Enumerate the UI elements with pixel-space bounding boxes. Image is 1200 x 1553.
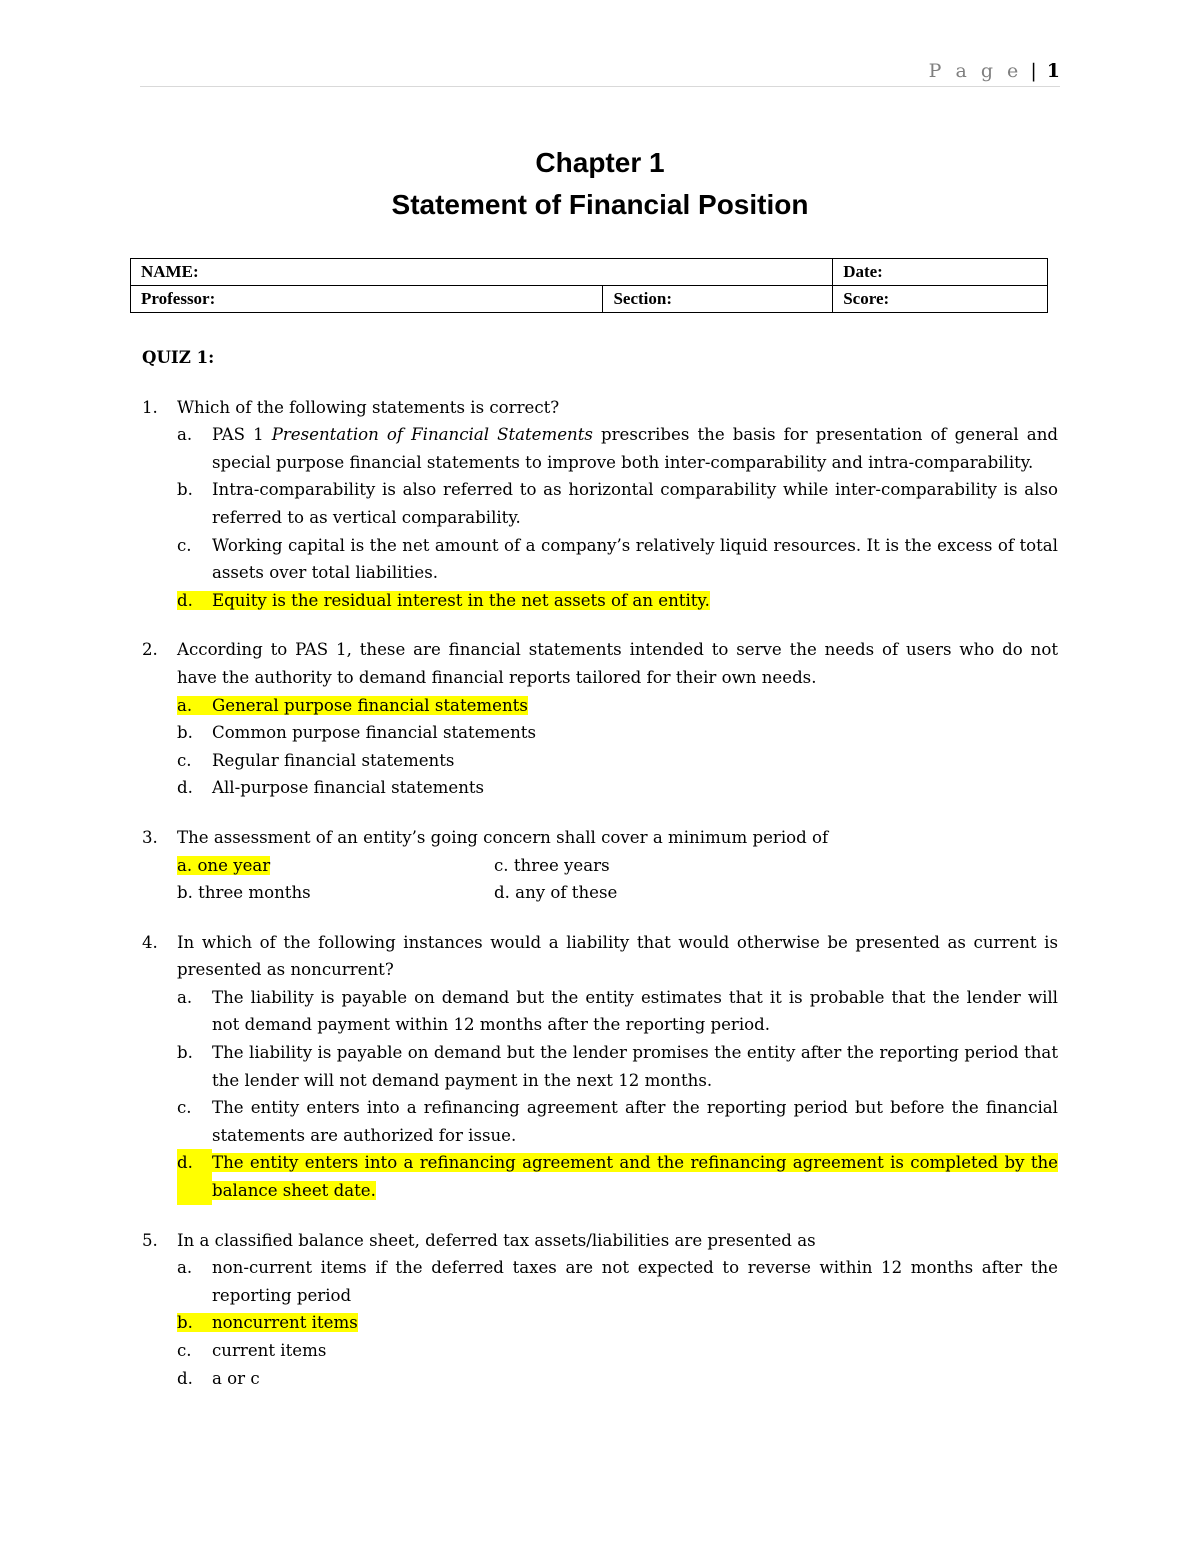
italic-title: Presentation of Financial Statements [271, 425, 593, 445]
question-3 [142, 824, 1058, 907]
page-header [140, 60, 1060, 87]
title-block [0, 142, 1200, 226]
option-a: a. PAS 1 Presentation of Financial Statements prescribes the basis for presentation of general and special purpose financial statements to improve both inter-comparability and intra-comparability. [177, 425, 1059, 472]
question-number: 3. [142, 827, 158, 847]
score-field: Score: [833, 286, 1048, 313]
question-number: 2. [142, 640, 158, 660]
option-a-highlighted [142, 692, 1058, 720]
question-2 [142, 636, 1058, 802]
page-label: P a g e [928, 60, 1023, 82]
quiz-content [142, 344, 1058, 1414]
question-number: 4. [142, 932, 158, 952]
highlighted-answer: a. General purpose financial statements [177, 695, 528, 715]
option-d-highlighted: d. The entity enters into a refinancing agreement and the refinancing agreement is completed by the balance sheet date. [142, 1149, 1058, 1204]
option-b: b. Intra-comparability is also referred to as horizontal comparability while inter-comparability is also referred to as vertical comparability. [177, 480, 1058, 527]
question-number: 5. [142, 1230, 158, 1250]
option-b: b. Common purpose financial statements [177, 723, 536, 743]
question-text: In which of the following instances would a liability that would otherwise be presented as current is presented as noncurrent? [177, 932, 1058, 980]
professor-field: Professor: [131, 286, 603, 313]
highlighted-answer: b. noncurrent items [177, 1313, 358, 1333]
option-a-highlighted: a. one year [177, 855, 271, 875]
student-info-table [130, 258, 1048, 313]
option-d: d. any of these [494, 883, 618, 903]
date-field: Date: [833, 259, 1048, 286]
quiz-title: QUIZ 1: [142, 347, 215, 367]
question-text: The assessment of an entity’s going concern shall cover a minimum period of [177, 827, 829, 847]
option-d: d. a or c [177, 1368, 260, 1388]
option-c: c. Regular financial statements [177, 750, 455, 770]
question-5 [142, 1227, 1058, 1393]
question-text: Which of the following statements is correct? [177, 397, 560, 417]
chapter-title: Chapter 1 [535, 147, 665, 178]
page-number: 1 [1046, 60, 1060, 82]
question-text: In a classified balance sheet, deferred tax assets/liabilities are presented as [177, 1230, 816, 1250]
option-c: c. three years [494, 855, 610, 875]
chapter-subtitle: Statement of Financial Position [391, 189, 809, 220]
option-b: b. three months [177, 883, 311, 903]
question-number: 1. [142, 397, 158, 417]
two-column-options [142, 852, 1058, 907]
highlighted-answer: d. Equity is the residual interest in the net assets of an entity. [177, 590, 710, 610]
option-c: c. Working capital is the net amount of a company’s relatively liquid resources. It is the excess of total assets over total liabilities. [177, 535, 1058, 583]
option-a: a. non-current items if the deferred taxes are not expected to reverse within 12 months after the reporting period [177, 1258, 1058, 1305]
question-text: According to PAS 1, these are financial statements intended to serve the needs of users who do not have the authority to demand financial reports tailored for their own needs. [177, 640, 1058, 687]
question-1 [142, 394, 1058, 615]
option-c: c. current items [177, 1341, 327, 1360]
option-c: c. The entity enters into a refinancing agreement after the reporting period but before the financial statements are authorized for issue. [177, 1098, 1058, 1145]
option-b-highlighted [142, 1309, 1058, 1337]
option-d-highlighted [142, 587, 1058, 615]
highlighted-answer: The entity enters into a refinancing agreement and the refinancing agreement is completed by the balance sheet date. [212, 1153, 1058, 1201]
name-field: NAME: [131, 259, 833, 286]
option-a: a. The liability is payable on demand but the entity estimates that it is probable that the lender will not demand payment within 12 months after the reporting period. [177, 987, 1058, 1035]
option-b: b. The liability is payable on demand but the lender promises the entity after the reporting period that the lender will not demand payment in the next 12 months. [177, 1043, 1058, 1090]
question-4 [142, 929, 1058, 1205]
option-d: d. All-purpose financial statements [177, 778, 485, 798]
page-separator: | [1030, 60, 1037, 82]
section-field: Section: [603, 286, 833, 313]
